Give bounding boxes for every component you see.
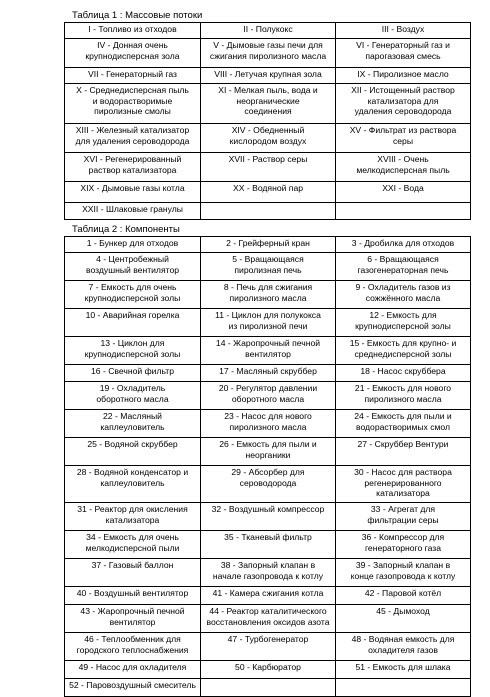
- cell-text: 12 - Емкость для крупнодисперсной золы: [355, 310, 451, 331]
- table-cell: [65, 84, 201, 124]
- table-cell: [336, 679, 471, 697]
- cell-text: XI - Мелкая пыль, вода и неорганические соединения: [218, 85, 318, 117]
- table-cell: [336, 365, 471, 382]
- cell-text: I - Топливо из отходов: [88, 24, 177, 34]
- cell-text: 21 - Емкость для нового пиролизного масла: [354, 383, 452, 404]
- table-row: [65, 382, 471, 410]
- cell-text: 31 - Реактор для окисления катализатора: [77, 504, 188, 525]
- table-cell: [201, 466, 336, 503]
- table-cell: [336, 182, 471, 203]
- table-cell: [201, 84, 336, 124]
- table-cell: [336, 39, 471, 68]
- cell-text: 46 - Теплообменник для городского теплоснабжения: [76, 634, 189, 655]
- cell-text: 19 - Охладитель оборотного масла: [96, 383, 169, 404]
- table-row: [65, 365, 471, 382]
- table-cell: [336, 605, 471, 633]
- cell-text: 5 - Вращающаяся пиролизная печь: [232, 254, 304, 275]
- table-cell: [336, 587, 471, 605]
- cell-text: XVIII - Очень мелкодисперсная пыль: [356, 154, 450, 175]
- cell-text: 38 - Запорный клапан в начале газопровода к котлу: [212, 560, 324, 581]
- cell-text: 27 - Скруббер Вентури: [357, 439, 449, 449]
- cell-text: 22 - Масляный каплеуловитель: [100, 411, 165, 432]
- table-row: [65, 124, 471, 153]
- table-cell: [336, 84, 471, 124]
- table-cell: [336, 68, 471, 84]
- cell-text: 49 - Насос для охладителя: [78, 662, 187, 672]
- cell-text: 13 - Циклон для крупнодисперсной золы: [84, 338, 181, 359]
- table-cell: [336, 438, 471, 466]
- table-cell: [65, 365, 201, 382]
- table-cell: [65, 182, 201, 203]
- table-row: [65, 410, 471, 438]
- cell-text: 44 - Реактор каталитического восстановления оксидов азота: [206, 606, 330, 627]
- cell-text: X - Среднедисперсная пыль и водорастворимые пиролизные смолы: [76, 85, 189, 117]
- cell-text: XVII - Раствор серы: [228, 154, 308, 164]
- cell-text: 40 - Воздушный вентилятор: [76, 588, 189, 598]
- cell-text: XIII - Железный катализатор для удаления сероводорода: [75, 125, 190, 146]
- cell-text: 36 - Компрессор для генераторного газа: [361, 532, 445, 553]
- table-cell: [336, 531, 471, 559]
- cell-text: 2 - Грейферный кран: [226, 238, 310, 248]
- cell-text: 43 - Жаропрочный печной вентилятор: [80, 606, 185, 627]
- cell-text: 34 - Емкость для очень мелкодисперсной пыли: [85, 532, 180, 553]
- table-cell: [65, 633, 201, 661]
- cell-text: 37 - Газовый баллон: [91, 560, 174, 570]
- cell-text: VII - Генераторный газ: [88, 69, 177, 79]
- cell-text: 39 - Запорный клапан в конце газопровода к котлу: [350, 560, 456, 581]
- table-cell: [336, 410, 471, 438]
- table-cell: [65, 68, 201, 84]
- table-row: [65, 337, 471, 365]
- components-table: [64, 236, 471, 697]
- cell-text: 45 - Дымоход: [376, 606, 430, 616]
- cell-text: 15 - Емкость для крупно- и среднедисперсной золы: [349, 338, 457, 359]
- table-cell: [201, 633, 336, 661]
- table-cell: [65, 39, 201, 68]
- cell-text: 41 - Камера сжигания котла: [212, 588, 324, 598]
- table-cell: [65, 661, 201, 679]
- table-cell: [201, 382, 336, 410]
- cell-text: VIII - Летучая крупная зола: [214, 69, 322, 79]
- table-cell: [65, 153, 201, 182]
- table-cell: [65, 559, 201, 587]
- table-row: [65, 309, 471, 337]
- cell-text: XIV - Обедненный кислородом воздух: [229, 125, 307, 146]
- table-cell: [65, 253, 201, 281]
- table1-title: Таблица 1 : Массовые потоки: [72, 10, 203, 21]
- mass-flows-table: [64, 22, 471, 220]
- cell-text: 1 - Бункер для отходов: [86, 238, 179, 248]
- table-cell: [201, 438, 336, 466]
- table-cell: [336, 559, 471, 587]
- table-cell: [65, 124, 201, 153]
- table-cell: [336, 661, 471, 679]
- cell-text: II - Полукокс: [243, 24, 293, 34]
- cell-text: 3 - Дробилка для отходов: [351, 238, 455, 248]
- table-cell: [201, 309, 336, 337]
- table-cell: [65, 309, 201, 337]
- table-cell: [201, 23, 336, 39]
- cell-text: 52 - Паровоздушный смеситель: [69, 680, 196, 690]
- cell-text: XX - Водяной пар: [232, 183, 304, 193]
- table-row: [65, 237, 471, 253]
- cell-text: 33 - Агрегат для фильтрации серы: [367, 504, 439, 525]
- cell-text: 29 - Абсорбер для сероводорода: [231, 467, 305, 488]
- cell-text: 20 - Регулятор давлении оборотного масла: [218, 383, 318, 404]
- table-cell: [336, 337, 471, 365]
- table-cell: [201, 253, 336, 281]
- table-row: [65, 531, 471, 559]
- table-cell: [336, 124, 471, 153]
- table-cell: [65, 203, 201, 220]
- table-cell: [201, 39, 336, 68]
- cell-text: 11 - Циклон для полукокса из пиролизной печи: [215, 310, 321, 331]
- table-row: [65, 559, 471, 587]
- table-row: [65, 679, 471, 697]
- cell-text: 9 - Охладитель газов из сожжённого масла: [355, 282, 451, 303]
- cell-text: IV - Донная очень крупнодисперсная зола: [85, 40, 180, 61]
- cell-text: 26 - Емкость для пыли и неорганики: [219, 439, 317, 460]
- cell-text: IX - Пиролизное масло: [357, 69, 449, 79]
- cell-text: 42 - Паровой котёл: [364, 588, 442, 598]
- table-cell: [336, 503, 471, 531]
- cell-text: XII - Истощенный раствор катализатора для удаления сероводорода: [351, 85, 455, 117]
- table-row: [65, 203, 471, 220]
- table-cell: [201, 365, 336, 382]
- table-row: [65, 39, 471, 68]
- table-cell: [201, 153, 336, 182]
- table-cell: [336, 466, 471, 503]
- cell-text: 10 - Аварийная горелка: [85, 310, 180, 320]
- table-cell: [65, 410, 201, 438]
- cell-text: 14 - Жаропрочный печной вентилятор: [215, 338, 321, 359]
- table-cell: [65, 587, 201, 605]
- cell-text: 51 - Емкость для шлака: [355, 662, 451, 672]
- table-cell: [201, 237, 336, 253]
- cell-text: 23 - Насос для нового пиролизного масла: [224, 411, 312, 432]
- table-cell: [336, 309, 471, 337]
- cell-text: XVI - Регенерированный раствор катализатора: [83, 154, 182, 175]
- table-cell: [65, 531, 201, 559]
- cell-text: XXI - Вода: [382, 183, 424, 193]
- cell-text: 7 - Емкость для очень крупнодисперсной золы: [84, 282, 181, 303]
- table-cell: [65, 466, 201, 503]
- table-cell: [336, 281, 471, 309]
- table-row: [65, 503, 471, 531]
- table-row: [65, 23, 471, 39]
- table-cell: [65, 605, 201, 633]
- table2-title: Таблица 2 : Компоненты: [72, 224, 180, 235]
- table-cell: [65, 382, 201, 410]
- table-cell: [201, 661, 336, 679]
- cell-text: 24 - Емкость для пыли и водорастворимых смол: [354, 411, 452, 432]
- table-row: [65, 281, 471, 309]
- table-row: [65, 253, 471, 281]
- table-cell: [201, 587, 336, 605]
- table-cell: [65, 337, 201, 365]
- cell-text: 6 - Вращающаяся газогенераторная печь: [357, 254, 449, 275]
- cell-text: 18 - Насос скруббера: [360, 366, 446, 376]
- cell-text: V - Дымовые газы печи для сжигания пиролизного масла: [209, 40, 327, 61]
- cell-text: 48 - Водяная емкость для охладителя газов: [351, 634, 455, 655]
- table-row: [65, 661, 471, 679]
- table-cell: [201, 531, 336, 559]
- table-cell: [201, 679, 336, 697]
- table-cell: [201, 337, 336, 365]
- table-cell: [201, 68, 336, 84]
- table-cell: [336, 237, 471, 253]
- cell-text: 4 - Центробежный воздушный вентилятор: [85, 254, 180, 275]
- table-cell: [201, 203, 336, 220]
- cell-text: 35 - Тканевый фильтр: [224, 532, 312, 542]
- table-cell: [336, 203, 471, 220]
- table-cell: [65, 23, 201, 39]
- cell-text: 25 - Водяной скруббер: [87, 439, 178, 449]
- cell-text: 47 - Турбогенератор: [227, 634, 309, 644]
- cell-text: XXII - Шлаковые гранулы: [82, 204, 183, 214]
- table-row: [65, 68, 471, 84]
- table-cell: [201, 281, 336, 309]
- table-row: [65, 182, 471, 203]
- cell-text: 17 - Масляный скруббер: [219, 366, 317, 376]
- table-cell: [201, 559, 336, 587]
- table-cell: [65, 438, 201, 466]
- table-cell: [201, 182, 336, 203]
- cell-text: 28 - Водяной конденсатор и каплеуловитель: [76, 467, 189, 488]
- table-row: [65, 438, 471, 466]
- table-row: [65, 633, 471, 661]
- cell-text: XV - Фильтрат из раствора серы: [349, 125, 457, 146]
- table-cell: [201, 503, 336, 531]
- table-cell: [336, 382, 471, 410]
- table-cell: [65, 237, 201, 253]
- table-cell: [336, 153, 471, 182]
- cell-text: 8 - Печь для сжигания пиролизного масла: [223, 282, 313, 303]
- table-cell: [201, 410, 336, 438]
- cell-text: 32 - Воздушный компрессор: [211, 504, 325, 514]
- table-cell: [336, 23, 471, 39]
- table-cell: [65, 503, 201, 531]
- table-cell: [65, 281, 201, 309]
- table-cell: [336, 253, 471, 281]
- table-row: [65, 587, 471, 605]
- cell-text: 30 - Насос для раствора регенерированного катализатора: [354, 467, 452, 499]
- table-cell: [201, 124, 336, 153]
- table-cell: [336, 633, 471, 661]
- table-row: [65, 153, 471, 182]
- table-cell: [65, 679, 201, 697]
- cell-text: VI - Генераторный газ и парогазовая смесь: [356, 40, 450, 61]
- cell-text: XIX - Дымовые газы котла: [80, 183, 185, 193]
- cell-text: 50 - Карбюратор: [235, 662, 301, 672]
- cell-text: III - Воздух: [381, 24, 425, 34]
- table-row: [65, 466, 471, 503]
- table-row: [65, 84, 471, 124]
- table-cell: [201, 605, 336, 633]
- table-row: [65, 605, 471, 633]
- cell-text: 16 - Свечной фильтр: [91, 366, 174, 376]
